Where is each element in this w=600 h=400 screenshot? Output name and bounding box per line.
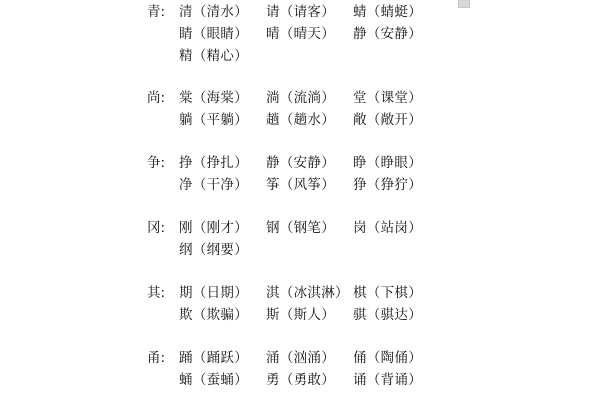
word-entry: 敞（敞开）	[353, 112, 422, 128]
word-entry: 趟（趟水）	[266, 112, 335, 128]
word-row	[0, 152, 600, 174]
word-entry: 淌（流淌）	[266, 90, 335, 106]
word-entry: 岗（站岗）	[353, 220, 422, 236]
word-entry: 堂（课堂）	[353, 90, 422, 106]
word-entry: 睁（睁眼）	[353, 155, 422, 171]
word-row	[0, 217, 600, 239]
word-row	[0, 347, 600, 369]
word-entry: 斯（斯人）	[266, 307, 335, 323]
word-row	[0, 87, 600, 109]
word-entry: 棋（下棋）	[353, 285, 422, 301]
word-entry: 骐（骐达）	[353, 307, 422, 323]
word-entry: 净（干净）	[179, 177, 248, 193]
word-entry: 踊（踊跃）	[179, 350, 248, 366]
word-entry: 淇（冰淇淋）	[266, 285, 349, 301]
word-row	[0, 109, 600, 131]
word-entry: 清（清水）	[179, 4, 248, 20]
word-entry: 诵（背诵）	[353, 372, 422, 388]
radical-label: 尚:	[147, 90, 166, 106]
radical-label: 其:	[147, 285, 166, 301]
word-entry: 期（日期）	[179, 285, 248, 301]
word-row	[0, 282, 600, 304]
word-row	[0, 174, 600, 196]
word-row	[0, 239, 600, 261]
word-entry: 纲（纲要）	[179, 242, 248, 258]
word-entry: 蛹（蚕蛹）	[179, 372, 248, 388]
word-entry: 睛（眼睛）	[179, 26, 248, 42]
word-row	[0, 1, 600, 23]
radical-label: 甬:	[147, 350, 166, 366]
word-entry: 晴（晴天）	[266, 26, 335, 42]
word-entry: 蜻（蜻蜓）	[353, 4, 422, 20]
word-entry: 挣（挣扎）	[179, 155, 248, 171]
word-entry: 欺（欺骗）	[179, 307, 248, 323]
word-entry: 筝（风筝）	[266, 177, 335, 193]
word-entry: 躺（平躺）	[179, 112, 248, 128]
word-entry: 精（精心）	[179, 48, 248, 64]
word-entry: 刚（刚才）	[179, 220, 248, 236]
word-entry: 棠（海棠）	[179, 90, 248, 106]
radical-label: 冈:	[147, 220, 166, 236]
word-row	[0, 45, 600, 67]
word-entry: 勇（勇敢）	[266, 372, 335, 388]
word-entry: 涌（汹涌）	[266, 350, 335, 366]
word-row	[0, 369, 600, 391]
word-row	[0, 23, 600, 45]
word-row	[0, 304, 600, 326]
radical-label: 青:	[147, 4, 166, 20]
word-entry: 狰（狰狞）	[353, 177, 422, 193]
word-entry: 钢（钢笔）	[266, 220, 335, 236]
word-entry: 静（安静）	[353, 26, 422, 42]
word-entry: 俑（陶俑）	[353, 350, 422, 366]
radical-label: 争:	[147, 155, 166, 171]
word-entry: 静（安静）	[266, 155, 335, 171]
word-entry: 请（请客）	[266, 4, 335, 20]
